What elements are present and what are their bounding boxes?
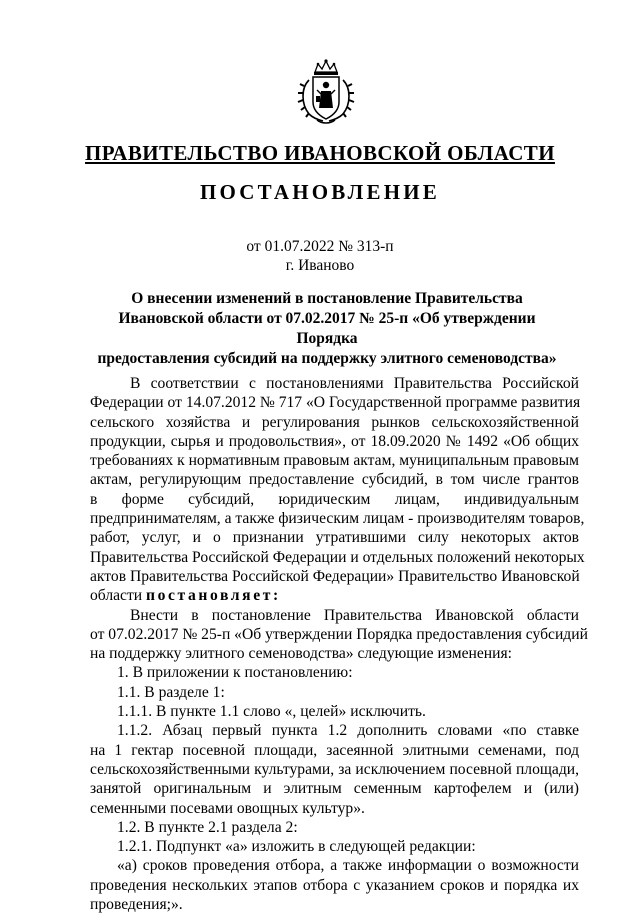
body-line: проведения;». [90, 896, 183, 914]
government-title: ПРАВИТЕЛЬСТВО ИВАНОВСКОЙ ОБЛАСТИ [85, 141, 555, 165]
body-line: работ, услуг, и о признании утратившими силу некоторых актов [90, 529, 579, 547]
body-line: актов Правительства Российской Федерации» Правительство Ивановской [90, 567, 580, 585]
body-line: 1. В приложении к постановлению: [117, 664, 353, 682]
document-heading [90, 289, 564, 369]
document-body [90, 374, 588, 914]
heading-line: предоставления субсидий на поддержку элитного семеноводства» [97, 350, 557, 367]
body-line: в форме субсидий, юридическим лицам, индивидуальным [90, 490, 579, 508]
body-line: 1.1. В разделе 1: [117, 683, 225, 701]
body-line-text: области [90, 587, 143, 605]
document-type-title: ПОСТАНОВЛЕНИЕ [199, 180, 441, 204]
body-line: 1.1.1. В пункте 1.1 слово «, целей» исключить. [117, 703, 426, 721]
resolve-word: постановляет: [146, 587, 281, 605]
heading-line: О внесении изменений в постановление Правительства [131, 290, 523, 307]
body-line-resolution [90, 586, 579, 605]
ivanovo-coat-of-arms-icon [295, 58, 357, 126]
body-line: требованиях к нормативным правовым актам, муниципальным правовым [90, 452, 580, 470]
body-line: сельского хозяйства и регулирования рынков сельскохозяйственной [90, 413, 579, 431]
body-line: 1.2. В пункте 2.1 раздела 2: [117, 818, 298, 836]
body-line: актам, регулирующим предоставление субсидий, в том числе грантов [90, 471, 579, 489]
body-line: от 07.02.2017 № 25-п «Об утверждении Порядка предоставления субсидий [90, 625, 588, 643]
body-line: на поддержку элитного семеноводства» следующие изменения: [90, 645, 512, 663]
body-line: продукции, сырья и продовольствия», от 18.09.2020 № 1492 «Об общих [90, 432, 579, 450]
document-date-number: от 01.07.2022 № 313-п [246, 238, 394, 255]
body-line: занятой оригинальным и элитным семенным картофелем и (или) [90, 780, 579, 798]
heading-line: Ивановской области от 07.02.2017 № 25-п «Об утверждении Порядка [118, 310, 536, 347]
body-line: Федерации от 14.07.2012 № 717 «О Государственной программе развития [90, 394, 581, 412]
body-line: Правительства Российской Федерации и отдельных положений некоторых [90, 548, 585, 566]
body-line: сельскохозяйственными культурами, за исключением посевной площади, [90, 760, 579, 778]
body-line: «а) сроков проведения отбора, а также информации о возможности [117, 857, 579, 875]
body-line: на 1 гектар посевной площади, засеянной элитными семенами, под [90, 741, 579, 759]
document-city: г. Иваново [285, 257, 355, 274]
body-line: предпринимателям, а также физическим лицам - производителям товаров, [90, 510, 585, 528]
body-line: семенными посевами овощных культур». [90, 799, 365, 817]
body-line: 1.2.1. Подпункт «а» изложить в следующей редакции: [117, 838, 476, 856]
body-line: В соответствии с постановлениями Правительства Российской [130, 375, 579, 392]
body-line: проведения нескольких этапов отбора с указанием сроков и порядка их [90, 876, 579, 894]
body-line: 1.1.2. Абзац первый пункта 1.2 дополнить словами «по ставке [117, 722, 579, 740]
body-line: Внести в постановление Правительства Ивановской области [130, 606, 579, 624]
